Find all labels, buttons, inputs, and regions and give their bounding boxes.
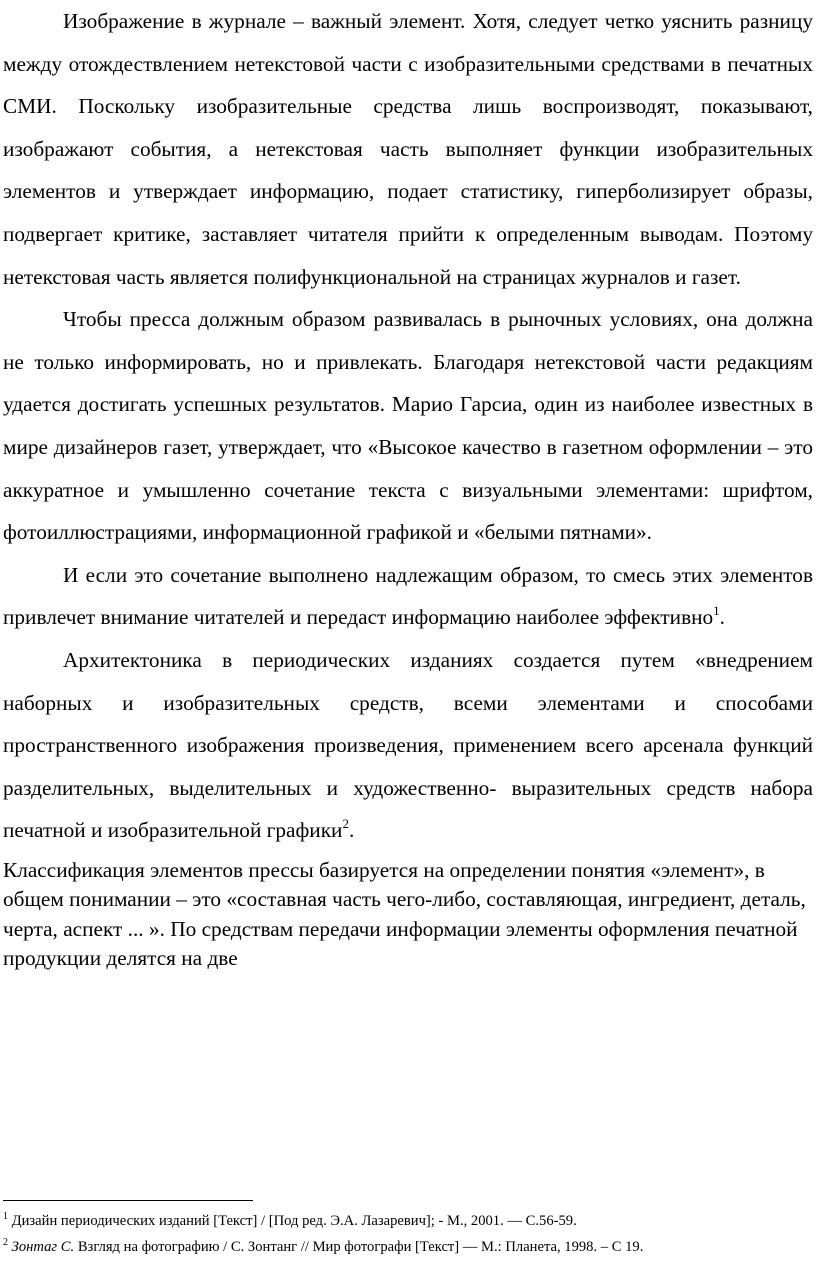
footnote-2-number: 2 [3, 1237, 8, 1248]
paragraph-5: Классификация элементов прессы базируется на определении понятия «элемент», в общем понимании – это «составная часть чего-либо, составляющая, ингредиент, деталь, черта, аспект ... ». По средствам передачи информации элементы оформления печатной продукции делятся на две [3, 857, 806, 971]
footnotes [3, 1208, 813, 1260]
footnote-ref-1[interactable]: 1 [713, 603, 720, 619]
paragraph-2: Чтобы пресса должным образом развивалась в рыночных условиях, она должна не только информировать, но и привлекать. Благодаря нетекстовой части редакциям удается достигать успешных результатов. Марио Гарсиа, один из наиболее известных в мире дизайнеров газет, утверждает, что «Высокое качество в газетном оформлении – это аккуратное и умышленно сочетание текста с визуальными элементами: шрифтом, фотоиллюстрациями, информационной графикой и «белыми пятнами». [3, 307, 813, 545]
body-text [3, 0, 813, 974]
paragraph-3 [3, 554, 813, 639]
footnote-1-text: Дизайн периодических изданий [Текст] / [Под ред. Э.А. Лазаревич]; - М., 2001. — С.56-59. [11, 1213, 577, 1229]
footnote-ref-2[interactable]: 2 [342, 816, 349, 832]
paragraph-4-text: Архитектоника в периодических изданиях создается путем «внедрением наборных и изобразительных средств, всеми элементами и способами пространственного изображения произведения, применением всего арсенала функций разделительных, выделительных и художественно- выразительных средств набора печатной и изобразительной графики [3, 647, 813, 843]
footnote-2-text: Взгляд на фотографию / С. Зонтанг // Мир фотографи [Текст] — М.: Планета, 1998. – С 19. [74, 1239, 644, 1255]
footnote-separator [3, 1200, 253, 1201]
paragraph-4 [3, 639, 813, 852]
footnote-1-number: 1 [3, 1211, 8, 1222]
paragraph-3-text: И если это сочетание выполнено надлежащим образом, то смесь этих элементов привлечет внимание читателей и передаст информацию наиболее эффективно [3, 562, 813, 630]
footnote-2-author: Зонтаг С. [11, 1239, 75, 1255]
paragraph-1: Изображение в журнале – важный элемент. Хотя, следует четко уяснить разницу между отождествлением нетекстовой части с изобразительными средствами в печатных СМИ. Поскольку изобразительные средства лишь воспроизводят, показывают, изображают события, а нетекстовая часть выполняет функции изобразительных элементов и утверждает информацию, подает статистику, гиперболизирует образы, подвергает критике, заставляет читателя прийти к определенным выводам. Поэтому нетекстовая часть является полифункциональной на страницах журналов и газет. [3, 9, 813, 289]
paragraph-4-tail: . [348, 818, 355, 843]
footnote-2 [3, 1234, 813, 1260]
footnote-1 [3, 1208, 813, 1234]
paragraph-3-tail: . [719, 605, 725, 630]
